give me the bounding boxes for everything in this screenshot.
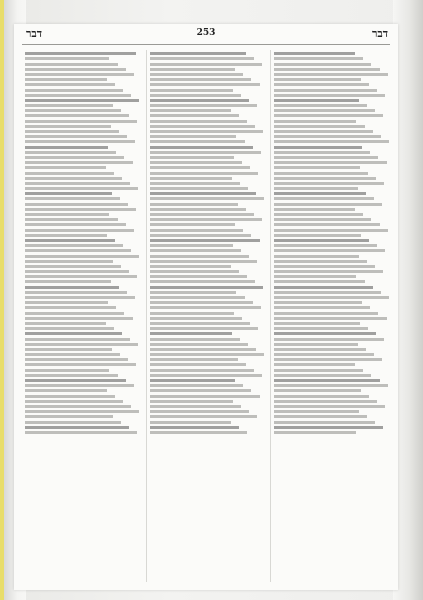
illegible-text-line	[25, 234, 107, 237]
illegible-text-line	[150, 363, 246, 366]
illegible-text-line	[274, 431, 356, 434]
illegible-text-line	[274, 146, 362, 149]
illegible-text-line	[274, 358, 382, 361]
illegible-text-line	[25, 109, 121, 112]
illegible-text-line	[274, 239, 369, 242]
illegible-text-line	[25, 275, 137, 278]
illegible-text-line	[150, 151, 261, 154]
illegible-text-line	[150, 223, 236, 226]
illegible-text-line	[25, 187, 138, 190]
illegible-text-line	[150, 270, 239, 273]
illegible-text-line	[25, 374, 118, 377]
illegible-text-line	[274, 234, 361, 237]
illegible-text-line	[274, 379, 379, 382]
illegible-text-line	[274, 192, 365, 195]
illegible-text-line	[25, 161, 133, 164]
illegible-text-line	[274, 410, 358, 413]
illegible-text-line	[25, 421, 121, 424]
illegible-text-line	[25, 218, 118, 221]
illegible-text-line	[150, 99, 249, 102]
illegible-text-line	[150, 280, 255, 283]
illegible-text-line	[25, 140, 135, 143]
illegible-text-line	[274, 89, 377, 92]
illegible-text-line	[274, 280, 364, 283]
illegible-text-line	[150, 135, 237, 138]
illegible-text-line	[150, 410, 249, 413]
illegible-text-line	[274, 78, 361, 81]
illegible-text-line	[274, 161, 386, 164]
illegible-text-line	[274, 94, 385, 97]
illegible-text-line	[274, 203, 382, 206]
illegible-text-line	[274, 322, 360, 325]
running-head-right: דבר	[372, 27, 388, 40]
illegible-text-line	[150, 255, 249, 258]
illegible-text-line	[150, 83, 260, 86]
illegible-text-line	[150, 146, 253, 149]
column-right	[270, 50, 390, 582]
illegible-text-line	[150, 431, 247, 434]
illegible-text-line	[274, 166, 360, 169]
concordance-columns	[22, 50, 390, 582]
illegible-text-line	[25, 410, 140, 413]
illegible-text-line	[25, 317, 133, 320]
illegible-text-line	[150, 286, 263, 289]
illegible-text-line	[274, 104, 367, 107]
illegible-text-line	[274, 68, 379, 71]
illegible-text-line	[150, 369, 254, 372]
illegible-text-line	[150, 94, 241, 97]
illegible-text-line	[150, 421, 231, 424]
illegible-text-line	[150, 389, 252, 392]
illegible-text-line	[274, 57, 363, 60]
illegible-text-line	[150, 120, 247, 123]
illegible-text-line	[150, 306, 261, 309]
illegible-text-line	[150, 244, 233, 247]
illegible-text-line	[25, 83, 115, 86]
illegible-text-line	[25, 239, 115, 242]
illegible-text-line	[150, 218, 262, 221]
illegible-text-line	[25, 301, 108, 304]
illegible-text-line	[25, 353, 120, 356]
illegible-text-line	[150, 332, 232, 335]
illegible-text-line	[150, 68, 236, 71]
illegible-text-line	[274, 265, 375, 268]
illegible-text-line	[25, 369, 109, 372]
illegible-text-line	[274, 415, 367, 418]
illegible-text-line	[150, 322, 251, 325]
illegible-text-line	[150, 260, 258, 263]
illegible-text-line	[150, 312, 234, 315]
illegible-text-line	[25, 177, 122, 180]
illegible-text-line	[25, 104, 113, 107]
illegible-text-line	[150, 166, 251, 169]
illegible-text-line	[25, 379, 126, 382]
illegible-text-line	[274, 395, 369, 398]
illegible-text-line	[274, 270, 383, 273]
illegible-text-line	[150, 239, 260, 242]
illegible-text-line	[150, 125, 255, 128]
illegible-text-line	[25, 229, 134, 232]
illegible-text-line	[25, 156, 124, 159]
illegible-text-line	[25, 146, 108, 149]
illegible-text-line	[274, 120, 356, 123]
illegible-text-line	[150, 353, 265, 356]
page-number: 253	[196, 28, 216, 38]
illegible-text-line	[274, 312, 378, 315]
illegible-text-line	[150, 213, 254, 216]
illegible-text-line	[150, 177, 232, 180]
illegible-text-line	[274, 400, 377, 403]
illegible-text-line	[150, 109, 231, 112]
illegible-text-line	[274, 213, 363, 216]
illegible-text-line	[150, 73, 244, 76]
column-left	[22, 50, 141, 582]
illegible-text-line	[25, 358, 128, 361]
illegible-text-line	[25, 78, 107, 81]
illegible-text-line	[25, 197, 120, 200]
illegible-text-line	[150, 182, 240, 185]
illegible-text-line	[25, 405, 131, 408]
illegible-text-line	[25, 166, 106, 169]
illegible-text-line	[25, 73, 134, 76]
illegible-text-line	[274, 426, 383, 429]
illegible-text-line	[25, 151, 116, 154]
illegible-text-line	[25, 338, 130, 341]
illegible-text-line	[274, 182, 384, 185]
illegible-text-line	[274, 125, 364, 128]
illegible-text-line	[150, 203, 238, 206]
illegible-text-line	[274, 291, 380, 294]
illegible-text-line	[25, 322, 106, 325]
illegible-text-line	[150, 172, 259, 175]
illegible-text-line	[150, 296, 245, 299]
illegible-text-line	[25, 327, 114, 330]
illegible-text-line	[150, 63, 262, 66]
illegible-text-line	[150, 400, 233, 403]
illegible-text-line	[150, 208, 246, 211]
illegible-text-line	[150, 343, 248, 346]
illegible-text-line	[150, 275, 247, 278]
illegible-text-line	[274, 317, 386, 320]
illegible-text-line	[25, 182, 130, 185]
illegible-text-line	[25, 130, 119, 133]
illegible-text-line	[25, 296, 135, 299]
illegible-text-line	[150, 234, 252, 237]
illegible-text-line	[274, 389, 361, 392]
illegible-text-line	[274, 73, 387, 76]
illegible-text-line	[25, 265, 121, 268]
illegible-text-line	[274, 151, 370, 154]
book-page	[14, 24, 398, 590]
illegible-text-line	[274, 363, 355, 366]
illegible-text-line	[25, 135, 127, 138]
illegible-text-line	[274, 140, 389, 143]
illegible-text-line	[150, 348, 256, 351]
illegible-text-line	[274, 99, 358, 102]
illegible-text-line	[274, 197, 373, 200]
illegible-text-line	[274, 249, 385, 252]
illegible-text-line	[150, 384, 244, 387]
illegible-text-line	[25, 431, 137, 434]
illegible-text-line	[25, 125, 111, 128]
illegible-text-line	[274, 327, 368, 330]
illegible-text-line	[25, 395, 115, 398]
illegible-text-line	[25, 286, 119, 289]
illegible-text-line	[150, 229, 244, 232]
illegible-text-line	[150, 192, 256, 195]
illegible-text-line	[150, 265, 231, 268]
illegible-text-line	[274, 187, 357, 190]
illegible-text-line	[25, 63, 118, 66]
illegible-text-line	[274, 223, 379, 226]
illegible-text-line	[150, 57, 254, 60]
illegible-text-line	[150, 395, 260, 398]
illegible-text-line	[25, 363, 136, 366]
illegible-text-line	[274, 421, 375, 424]
running-head	[14, 27, 398, 41]
illegible-text-line	[25, 249, 131, 252]
illegible-text-line	[25, 114, 129, 117]
illegible-text-line	[274, 52, 355, 55]
illegible-text-line	[274, 172, 368, 175]
illegible-text-line	[274, 286, 372, 289]
illegible-text-line	[274, 177, 376, 180]
illegible-text-line	[25, 68, 126, 71]
illegible-text-line	[150, 327, 259, 330]
illegible-text-line	[25, 52, 136, 55]
illegible-text-line	[274, 208, 355, 211]
illegible-text-line	[150, 187, 248, 190]
illegible-text-line	[25, 120, 137, 123]
illegible-text-line	[150, 89, 233, 92]
illegible-text-line	[25, 306, 116, 309]
illegible-text-line	[150, 317, 243, 320]
illegible-text-line	[25, 172, 114, 175]
illegible-text-line	[274, 229, 387, 232]
illegible-text-line	[150, 161, 243, 164]
illegible-text-line	[274, 275, 356, 278]
illegible-text-line	[274, 244, 377, 247]
illegible-text-line	[274, 83, 369, 86]
illegible-text-line	[274, 369, 363, 372]
illegible-text-line	[274, 405, 385, 408]
illegible-text-line	[274, 260, 367, 263]
illegible-text-line	[150, 374, 262, 377]
illegible-text-line	[25, 94, 131, 97]
illegible-text-line	[25, 89, 123, 92]
illegible-text-line	[25, 415, 113, 418]
illegible-text-line	[25, 255, 140, 258]
illegible-text-line	[25, 389, 107, 392]
illegible-text-line	[150, 426, 239, 429]
illegible-text-line	[274, 348, 365, 351]
illegible-text-line	[274, 384, 387, 387]
illegible-text-line	[274, 156, 378, 159]
illegible-text-line	[25, 291, 127, 294]
illegible-text-line	[150, 156, 234, 159]
illegible-text-line	[274, 63, 371, 66]
illegible-text-line	[25, 208, 136, 211]
illegible-text-line	[150, 249, 241, 252]
illegible-text-line	[25, 270, 129, 273]
illegible-text-line	[25, 426, 129, 429]
illegible-text-line	[150, 415, 258, 418]
running-head-left: דבר	[26, 27, 42, 40]
illegible-text-line	[150, 301, 253, 304]
illegible-text-line	[25, 223, 126, 226]
illegible-text-line	[274, 338, 384, 341]
illegible-text-line	[25, 280, 111, 283]
illegible-text-line	[274, 306, 370, 309]
illegible-text-line	[274, 135, 380, 138]
illegible-text-line	[150, 130, 263, 133]
illegible-text-line	[25, 57, 109, 60]
illegible-text-line	[25, 203, 128, 206]
illegible-text-line	[274, 114, 383, 117]
illegible-text-line	[25, 312, 124, 315]
illegible-text-line	[150, 197, 265, 200]
illegible-text-line	[25, 348, 112, 351]
illegible-text-line	[25, 244, 123, 247]
illegible-text-line	[150, 52, 246, 55]
illegible-text-line	[150, 358, 238, 361]
illegible-text-line	[25, 400, 123, 403]
illegible-text-line	[25, 343, 138, 346]
illegible-text-line	[150, 291, 237, 294]
illegible-text-line	[150, 405, 241, 408]
illegible-text-line	[25, 99, 140, 102]
illegible-text-line	[274, 130, 372, 133]
illegible-text-line	[25, 260, 113, 263]
illegible-text-line	[274, 374, 371, 377]
illegible-text-line	[25, 384, 134, 387]
illegible-text-line	[274, 343, 357, 346]
illegible-text-line	[274, 353, 373, 356]
illegible-text-line	[150, 338, 240, 341]
illegible-text-line	[274, 218, 371, 221]
illegible-text-line	[274, 255, 358, 258]
illegible-text-line	[274, 296, 389, 299]
illegible-text-line	[150, 104, 258, 107]
illegible-text-line	[274, 332, 376, 335]
header-rule	[22, 44, 390, 45]
illegible-text-line	[150, 114, 239, 117]
illegible-text-line	[150, 140, 245, 143]
column-middle	[146, 50, 266, 582]
illegible-text-line	[274, 301, 362, 304]
illegible-text-line	[25, 332, 122, 335]
illegible-text-line	[25, 213, 109, 216]
illegible-text-line	[25, 192, 112, 195]
illegible-text-line	[274, 109, 375, 112]
illegible-text-line	[150, 379, 236, 382]
illegible-text-line	[150, 78, 252, 81]
